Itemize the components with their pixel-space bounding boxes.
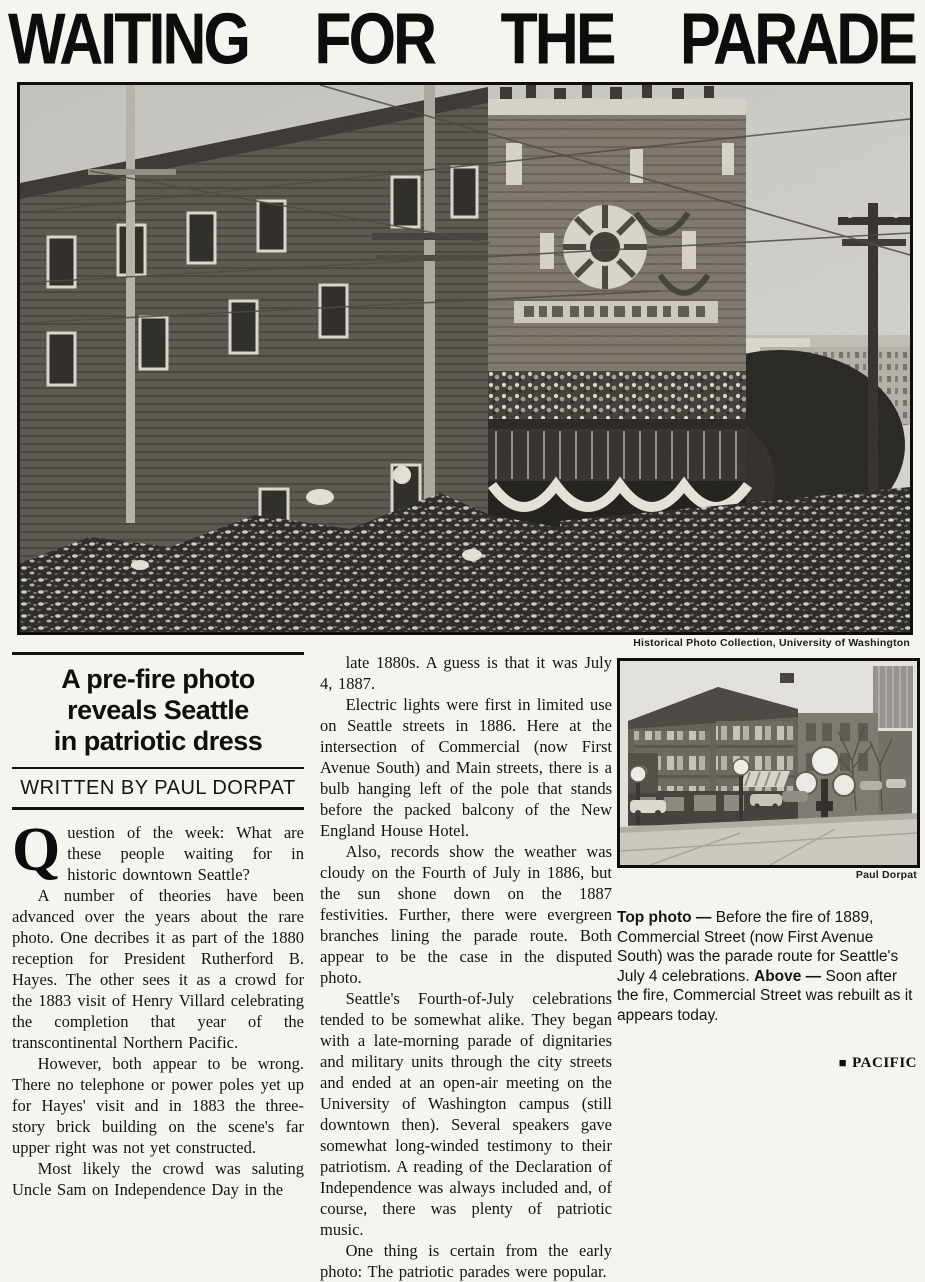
middle-column: [320, 652, 612, 1282]
page-title: [8, 0, 915, 90]
paragraph: Question of the week: What are these people waiting for in historic downtown Seattle?: [12, 816, 304, 884]
headline-word: THE: [500, 0, 614, 80]
paragraph: However, both appear to be wrong. There no telephone or power poles yet up for Hayes' visit and in 1883 the three-story brick building on the scene's far upper right was not yet constructed.: [12, 1054, 304, 1157]
modern-street-photo: [617, 658, 920, 868]
magazine-name: PACIFIC: [852, 1055, 917, 1071]
film-grain: [20, 85, 910, 632]
subhead-top-rule: [12, 652, 304, 655]
headline-word: FOR: [314, 0, 435, 80]
dropcap-q: Q: [12, 816, 61, 884]
paragraph: Electric lights were first in limited use on Seattle streets in 1886. Here at the intersection of Commercial (now First Avenue South) and Main streets, there is a bulb hanging left of the pole that stands before the packed balcony of the New England House Hotel.: [320, 695, 612, 840]
subhead-line: in patriotic dress: [53, 726, 263, 756]
caption-lead: Top photo —: [617, 909, 716, 926]
caption-lead: Above —: [754, 967, 826, 985]
subhead-bottom-rule: [12, 807, 304, 810]
main-historic-photo: [17, 82, 913, 635]
main-photo-credit: Historical Photo Collection, University of Washington: [633, 637, 910, 649]
historic-photo-illustration: [20, 85, 910, 632]
subhead-mid-rule: [12, 767, 304, 769]
left-column: [12, 652, 304, 1200]
paragraph: late 1880s. A guess is that it was July 4, 1887.: [320, 653, 612, 693]
subhead-line: reveals Seattle: [67, 695, 249, 725]
right-column: [617, 652, 917, 1072]
magazine-footer: [617, 1055, 917, 1072]
paragraph: One thing is certain from the early photo: The patriotic parades were popular.: [320, 1241, 612, 1281]
paragraph: Also, records show the weather was cloudy on the Fourth of July in 1886, but the sun shone down on the 1887 festivities. Further, there were evergreen branches lining the parade route. Both appear to be the case in the disputed photo.: [320, 842, 612, 987]
film-grain: [620, 661, 917, 865]
paragraph: Seattle's Fourth-of-July celebrations tended to be somewhat alike. They began with a late-morning parade of dignitaries and military units through the city streets and ended at an open-air meeting on the University of Washington campus (still downtown then). Several speakers gave somewhat long-winded testimony to their patriotism. A reading of the Declaration of Independence was always included and, of course, there was plenty of patriotic music.: [320, 989, 612, 1239]
subhead-line: A pre-fire photo: [61, 664, 255, 694]
article-text-left: [12, 816, 304, 1200]
article-subhead: [12, 664, 304, 757]
byline: WRITTEN BY PAUL DORPAT: [20, 777, 296, 799]
headline-word: WAITING: [8, 0, 248, 80]
pacific-square-icon: ■: [838, 1055, 848, 1070]
headline-word: PARADE: [679, 0, 915, 80]
photo-caption: Top photo — Before the fire of 1889, Commercial Street (now First Avenue South) was the parade route for Seattle's July 4 celebrations. Above — Soon after the fire, Commercial Street was rebuilt as it appears today.: [617, 909, 913, 1024]
paragraph: Most likely the crowd was saluting Uncle Sam on Independence Day in the: [12, 1159, 304, 1199]
second-photo-credit: Paul Dorpat: [855, 869, 917, 881]
modern-photo-illustration: [620, 661, 917, 865]
paragraph: A number of theories have been advanced over the years about the rare photo. One decribes it as part of the 1880 reception for President Rutherford B. Hayes. The other sees it as a crowd for the 1883 visit of Henry Villard celebrating the completion that year of the transcontinental Northern Pacific.: [12, 886, 304, 1052]
